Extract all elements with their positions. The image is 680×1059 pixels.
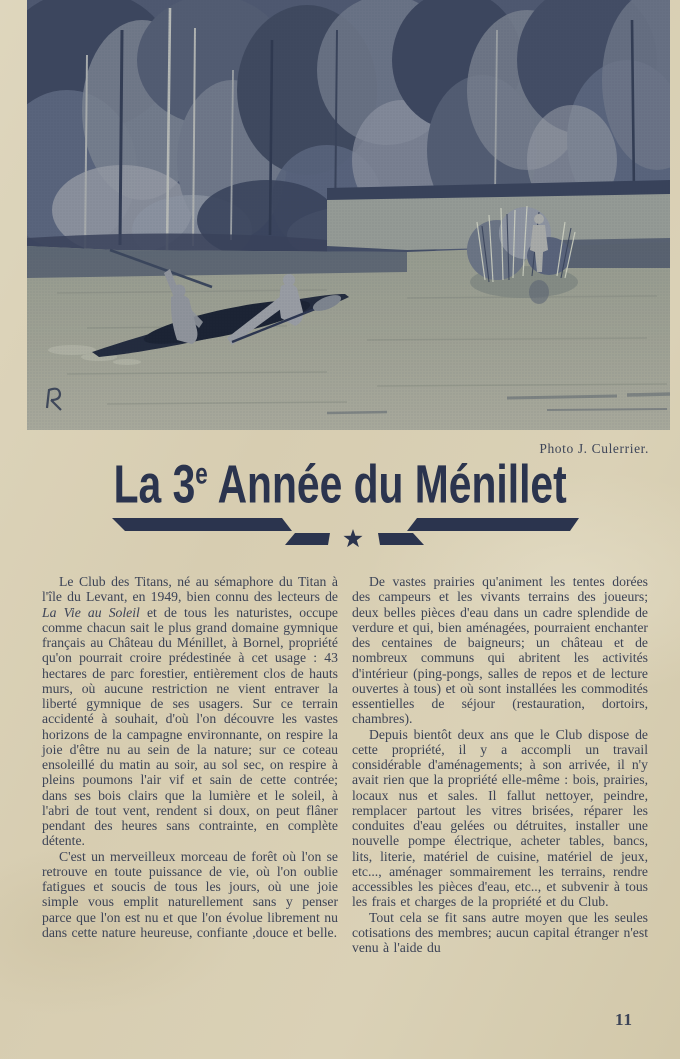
article-title <box>0 454 680 515</box>
left-column <box>42 574 338 955</box>
title-ornament <box>108 516 580 550</box>
paragraph-text: et de tous les naturistes, occupe comme chacun sait le plus grand domaine gymnique français au Château du Ménillet, à Bornel, propriété qu'on pourrait croire prédestinée à cet usage : 43 hectares de parc forestier, entièrement clos de hauts murs, où aucune restriction ne vient entraver la liberté gymnique de ses usagers. Sur ce terrain accidenté à souhait, d'où l'on découvre les vastes horizons de la campagne environnante, on respire la joie d'être nu au sein de la nature; sur ce coteau ensoleillé du matin au soir, au sol sec, on respire à pleins poumons l'air vif et sain de cette contrée; dans ses bois clairs que la lumière et le soleil, à l'abri de tout vent, rendent si doux, on peut flâner pendant des heures sans contrainte, en complète détente. <box>42 604 338 849</box>
article-photo <box>27 0 670 430</box>
small-bar-right <box>378 533 424 545</box>
star-icon <box>343 529 362 547</box>
title-superscript: e <box>195 457 208 490</box>
magazine-name-italic: La Vie au Soleil <box>42 604 140 620</box>
paragraph-text: Le Club des Titans, né au sémaphore du Titan à l'île du Levant, en 1949, bien connu des lecteurs de <box>42 574 338 605</box>
paragraph <box>42 574 338 849</box>
article-title-text <box>113 454 567 515</box>
photo-credit: Photo J. Culerrier. <box>539 441 649 456</box>
title-suffix: Année du Ménillet <box>207 454 567 515</box>
page-number: 11 <box>615 1010 634 1029</box>
halftone-overlay <box>27 0 670 430</box>
paragraph: Tout cela se fit sans autre moyen que les seules cotisations des membres; aucun capital étranger n'est venu à l'aide du <box>352 909 648 955</box>
pond-canoe-photo-illustration <box>27 0 670 430</box>
article-body <box>42 574 648 955</box>
small-bar-left <box>285 533 330 545</box>
wing-bar-right <box>407 518 579 531</box>
paragraph: C'est un merveilleux morceau de forêt où l'on se retrouve en toute puissance de vie, où l'on oublie fatigues et soucis de tous les jours, où une joie simple vous emplit naturellement sans y penser parce que l'on est nu et que l'on évolue librement nu dans cette nature heureuse, confiante ,douce et belle. <box>42 848 338 940</box>
right-column <box>352 574 648 955</box>
wing-bar-left <box>112 518 292 531</box>
title-prefix: La 3 <box>113 454 196 515</box>
paragraph: Depuis bientôt deux ans que le Club dispose de cette propriété, il y a accompli un travail considérable d'aménagements; à son arrivée, il n'y avait rien que la propriété elle-même : bois, prairies, locaux nus et sales. Il fallut nettoyer, peindre, remplacer partout les vitres brisées, réparer les conduites d'eau gelées ou détruites, installer une nouvelle pompe électrique, acheter tables, bancs, lits, literie, matériel de cuisine, matériel de jeux, etc..., aménager sommairement les terrains, rendre accessibles les pièces d'eau, etc.., et subvenir à tous les frais et charges de la propriété et du Club. <box>352 726 648 910</box>
paragraph: De vastes prairies qu'animent les tentes dorées des campeurs et les vivants terrains des joueurs; deux belles pièces d'eau dans un cadre splendide de verdure et qui, bien aménagées, pourraient enchanter des centaines de baigneurs; un château et de nombreux communs qui abritent les activités d'intérieur (ping-pongs, salles de repos et de lecture ouvertes à tous) et où sont installées les commodités essentielles de séjour (restauration, dortoirs, chambres). <box>352 574 648 727</box>
